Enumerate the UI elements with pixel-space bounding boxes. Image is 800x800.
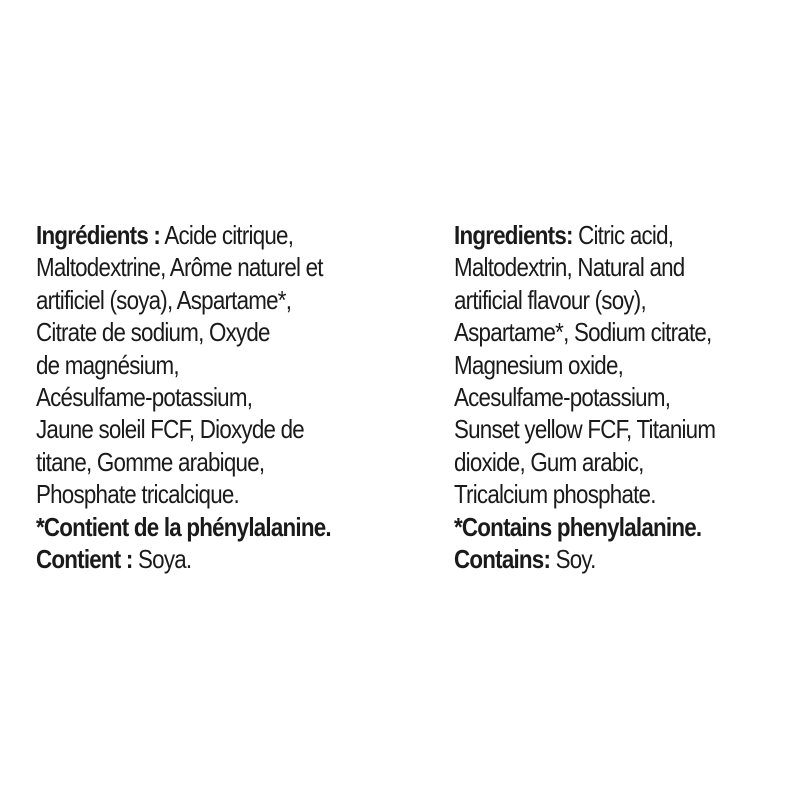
english-contains-label: Contains: [454, 544, 551, 575]
english-ingredients-label: Ingredients: [454, 220, 573, 250]
french-contains-line [36, 543, 331, 575]
english-ingredients-line [454, 219, 715, 251]
english-contains-value: Soy. [550, 544, 596, 575]
english-ingredient-line-5: Acesulfame-potassium, [454, 382, 671, 413]
english-warning-text: *Contains phenylalanine. [454, 511, 702, 542]
english-ingredients-panel [454, 219, 715, 575]
french-ingredients-label: Ingrédients : [36, 220, 161, 250]
french-ingredient-line-8: Phosphate tricalcique. [36, 479, 239, 510]
french-ingredient-line-5: Acésulfame-potassium, [36, 382, 253, 413]
french-ingredients-start: Acide citrique, [160, 220, 294, 250]
french-allergen-warning [36, 511, 331, 543]
french-ingredient-line-3: Citrate de sodium, Oxyde [36, 317, 270, 348]
english-contains-line [454, 543, 715, 575]
english-ingredient-line-6: Sunset yellow FCF, Titanium [454, 414, 716, 445]
english-ingredient-line-1: Maltodextrin, Natural and [454, 252, 685, 283]
english-ingredient-line-8: Tricalcium phosphate. [454, 479, 656, 510]
english-ingredient-line-2: artificial flavour (soy), [454, 284, 646, 315]
french-ingredients-line [36, 219, 331, 251]
english-allergen-warning [454, 511, 715, 543]
english-ingredients-start: Citric acid, [572, 220, 674, 250]
english-ingredient-line-7: dioxide, Gum arabic, [454, 446, 644, 477]
french-contains-value: Soya. [132, 544, 192, 575]
english-ingredient-line-4: Magnesium oxide, [454, 349, 624, 380]
french-ingredient-line-1: Maltodextrine, Arôme naturel et [36, 252, 323, 283]
french-ingredient-line-7: titane, Gomme arabique, [36, 446, 265, 477]
english-ingredient-line-3: Aspartame*, Sodium citrate, [454, 317, 712, 348]
french-ingredient-line-2: artificiel (soya), Aspartame*, [36, 284, 292, 315]
french-ingredient-line-4: de magnésium, [36, 349, 179, 380]
french-ingredients-panel [36, 219, 331, 575]
french-contains-label: Contient : [36, 544, 133, 575]
french-ingredient-line-6: Jaune soleil FCF, Dioxyde de [36, 414, 304, 445]
french-warning-text: *Contient de la phénylalanine. [36, 511, 331, 542]
